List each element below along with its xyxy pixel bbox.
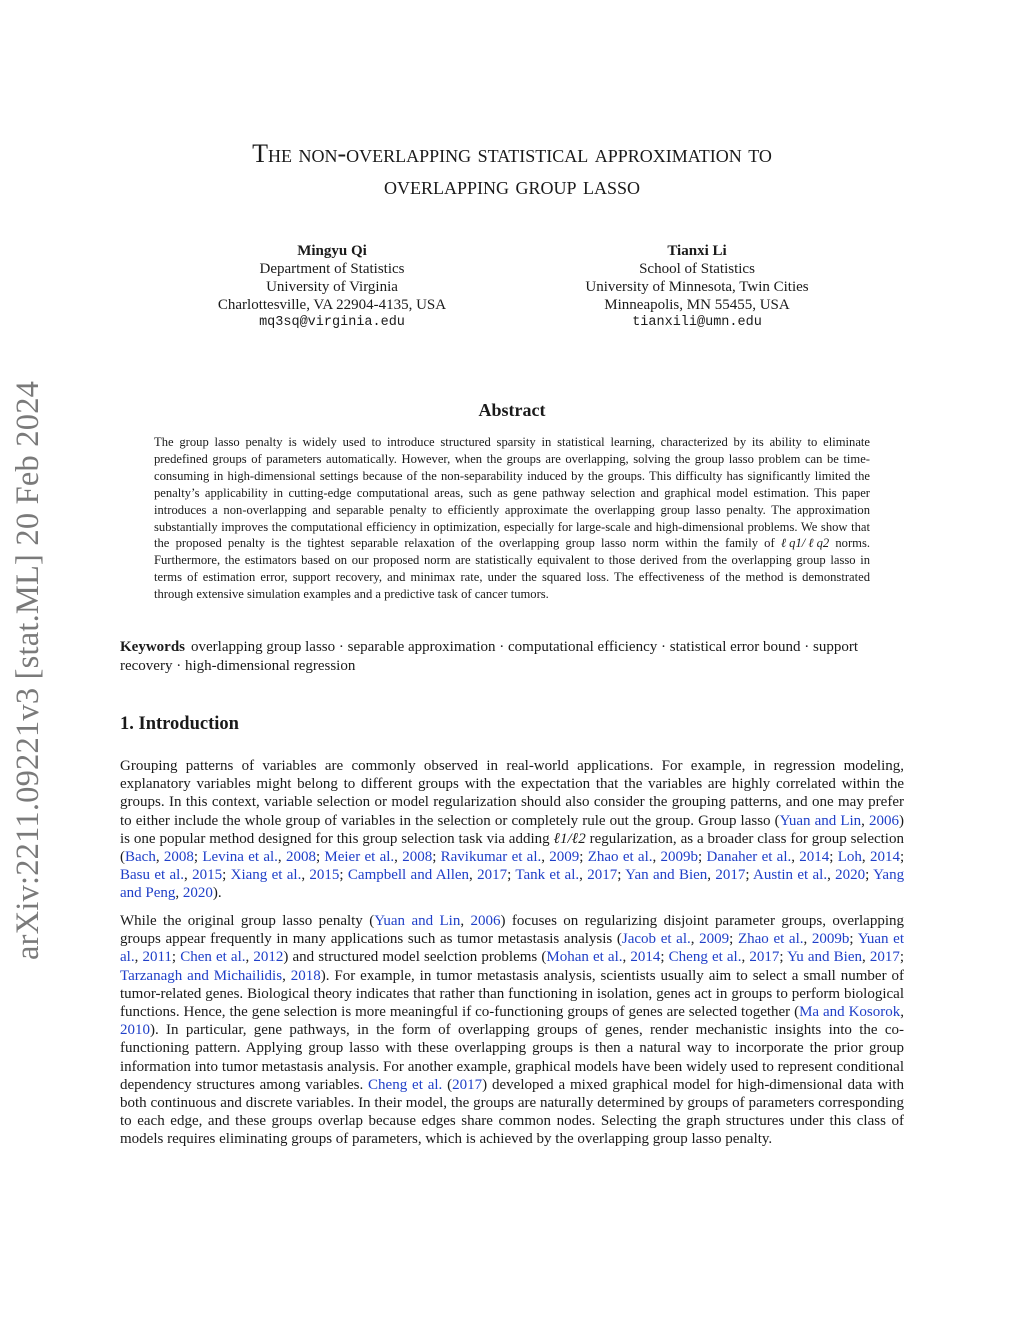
keywords-label: Keywords [120,639,185,655]
citation-link[interactable]: Austin et al. [753,867,828,884]
author-block-1 [192,242,472,332]
citation-link[interactable]: Campbell and Allen [347,867,470,884]
citation-link[interactable]: Zhao et al. [737,931,804,948]
citation-link[interactable]: Loh [837,849,862,866]
citation-link[interactable]: 2012 [253,949,284,966]
text-run: , [301,867,310,884]
citation-link[interactable]: 2015 [309,867,340,884]
citation-link[interactable]: 2008 [402,849,433,866]
text-run: ; [779,949,788,966]
text-run: ; [829,849,838,866]
text-run: ). [212,885,222,902]
section-heading: 1. Introduction [120,714,239,734]
text-run: , [175,885,183,902]
text-run: , [803,931,812,948]
title-line-2: overlapping group lasso [383,171,641,200]
text-run: , [460,913,471,929]
citation-link[interactable]: Xiang et al. [230,867,302,884]
citation-link[interactable]: 2015 [192,867,223,884]
abstract-heading: Abstract [478,400,546,420]
text-run: , [541,849,550,866]
text-run: ) is one popular method designed for this group selection task via adding [120,812,904,847]
text-run: , [469,867,478,884]
citation-link[interactable]: Bach [125,849,156,866]
citation-link[interactable]: 2011 [142,949,172,966]
text-run: ; [339,867,348,884]
citation-link[interactable]: Levina et al. [202,849,278,866]
text-run: ; [660,949,669,966]
citation-link[interactable]: 2009 [549,849,580,866]
citation-link[interactable]: Yuan et al. [120,931,904,966]
arxiv-identifier: arXiv:2211.09221v3 [stat.ML] 20 Feb 2024 [10,380,46,960]
citation-link[interactable]: 2017 [869,949,900,966]
text-run: ) focuses on regularizing disjoint parameter groups, overlapping groups appear frequently in many applications such as tumor metastasis analysis ( [120,913,904,948]
text-run: , [741,949,750,966]
text-run: , [134,949,143,966]
text-run: ; [849,931,858,948]
citation-link[interactable]: 2017 [477,867,508,884]
abstract-text-part: The group lasso penalty is widely used to introduce structured sparsity in statistical learning, characterized by its ability to eliminate predefined groups of parameters automatically. However, when the groups are overlapping, solving the group lasso problem can be time-consuming in high-dimensional settings because of the non-separability induced by the groups. This difficulty has significantly limited the penalty’s applicability in cutting-edge computational areas, such as gene pathway selection and graphical model estimation. This paper introduces a non-overlapping and separable penalty to efficiently approximate the overlapping group lasso penalty. The approximation substantially improves the computational efficiency in optimization, especially for large-scale and high-dimensional problems. We show that the proposed penalty is the tightest separable relaxation of the overlapping group lasso norm within the family of [154,435,870,551]
author-department: Department of Statistics [259,261,405,277]
citation-link[interactable]: Danaher et al. [706,849,792,866]
text-run: ). For example, in tumor metastasis analysis, scientists usually aim to select a small number of tumor-related genes. Biological theory indicates that rather than functioning in isolation, genes act in groups to perform biological functions. Hence, the gene selection is more meaningful if co-functioning groups of genes are selected together ( [120,967,904,1021]
text-run: ). In particular, gene pathways, in the form of overlapping groups of genes, render mechanistic insights into the co-functioning pattern. Applying group lasso with these overlapping groups is then a natural way to incorporate the prior group information into tumor metastasis analysis. For another example, graphical models have been widely used to represent conditional dependency structures among variables. [120,1022,904,1093]
citation-link[interactable]: 2020 [182,885,213,902]
citation-link[interactable]: 2009b [811,931,850,948]
citation-link[interactable]: 2014 [630,949,661,966]
text-run: , [791,849,800,866]
author-block-2 [552,242,842,332]
author-address: Minneapolis, MN 55455, USA [604,297,790,313]
text-run: , [184,867,193,884]
citation-link[interactable]: 2006 [869,812,899,829]
citation-link[interactable]: Basu et al. [120,867,185,884]
title-line-1: The non-overlapping statistical approximation to [252,139,772,168]
citation-link[interactable]: Cheng et al. [668,949,742,966]
abstract-text [154,434,870,603]
citation-link[interactable]: Tarzanagh and Michailidis [120,967,283,984]
author-email[interactable]: tianxili@umn.edu [632,315,762,330]
text-run: ; [579,849,588,866]
intro-paragraph-2 [120,912,904,1149]
text-run: ; [899,949,905,966]
text-run: , [861,849,870,866]
citation-link[interactable]: Yang and Peng [120,867,905,902]
citation-link[interactable]: Zhao et al. [587,849,653,866]
author-name: Tianxi Li [667,243,727,259]
text-run: , [579,867,588,884]
math-expression: ℓq1/ℓq2 [780,536,830,551]
author-email[interactable]: mq3sq@virginia.edu [259,315,405,330]
text-run: ; [698,849,707,866]
author-university: University of Minnesota, Twin Cities [585,279,809,295]
keywords-block [120,638,904,675]
citation-link[interactable]: Meier et al. [324,849,395,866]
citation-link[interactable]: Yuan and Lin [374,913,461,929]
citation-link[interactable]: 2017 [715,867,746,884]
text-run: , [277,849,286,866]
abstract-text-part: norms. Furthermore, the estimators based on our proposed norm are statistically equivalent to those derived from the overlapping group lasso in terms of estimation error, support recovery, and minimax rate, under the squared loss. The effectiveness of the method is demonstrated through extensive simulation examples and a predictive task of cancer tumors. [154,536,870,602]
citation-link[interactable]: 2017 [587,867,618,884]
citation-link[interactable]: 2017 [452,1076,483,1093]
author-university: University of Virginia [266,279,398,295]
citation-link[interactable]: 2010 [120,1022,150,1039]
text-run: ; [432,849,441,866]
keywords-list: overlapping group lasso · separable approximation · computational efficiency · statistical error bound · support recovery · high-dimensional regression [120,639,859,674]
text-run: ; [222,867,231,884]
text-run: , [900,1004,904,1021]
text-run: While the original group lasso penalty ( [120,913,375,929]
citation-link[interactable]: 2006 [470,913,501,929]
citation-link[interactable]: Chen et al. [180,949,246,966]
text-run: ; [745,867,754,884]
citation-link[interactable]: Tank et al. [515,867,580,884]
citation-link[interactable]: 2009 [699,931,730,948]
text-run: ; [617,867,626,884]
text-run: ) and structured model seelction problems ( [283,949,547,966]
citation-link[interactable]: 2014 [869,849,900,866]
text-run: ( [442,1076,453,1093]
citation-link[interactable]: Yan and Bien [625,867,708,884]
text-run: ; [507,867,516,884]
text-run: regularization, as a broader class for group selection ( [120,830,904,866]
text-run: , [245,949,254,966]
citation-link[interactable]: 2014 [799,849,830,866]
text-run: ; [315,849,325,866]
citation-link[interactable]: 2018 [290,967,321,984]
citation-link[interactable]: Cheng et al. [368,1076,443,1093]
citation-link[interactable]: Ma and Kosorok [799,1004,901,1021]
citation-link[interactable]: 2017 [749,949,780,966]
citation-link[interactable]: 2009b [660,849,699,866]
text-run: ; [729,931,738,948]
text-run: , [690,931,700,948]
text-run: , [862,949,870,966]
text-run: , [622,949,631,966]
text-run: ; [899,849,905,866]
citation-link[interactable]: Jacob et al. [621,931,691,948]
text-run: , [282,967,291,984]
intro-paragraph-1 [120,757,904,903]
text-run: , [861,812,869,829]
citation-link[interactable]: Mohan et al. [546,949,623,966]
author-name: Mingyu Qi [297,243,367,259]
author-address: Charlottesville, VA 22904-4135, USA [217,297,447,313]
text-run: ) developed a mixed graphical model for high-dimensional data with both continuous and discrete variables. In their model, the groups are naturally determined by groups of parameters corresponding to each edge, and these groups overlap because edges share common nodes. Selecting the graph structures under this class of models requires eliminating groups of parameters, which is achieved by the overlapping group lasso penalty. [120,1076,904,1148]
text-run: , [707,867,716,884]
citation-link[interactable]: 2008 [285,849,316,866]
citation-link[interactable]: Yu and Bien [787,949,862,966]
text-run: , [394,849,403,866]
citation-link[interactable]: 2008 [163,849,194,866]
text-run: , [827,867,836,884]
author-department: School of Statistics [639,261,755,277]
citation-link[interactable]: Ravikumar et al. [440,849,542,866]
text-run: ; [193,849,203,866]
text-run: , [155,849,164,866]
text-run: , [652,849,661,866]
citation-link[interactable]: 2020 [835,867,866,884]
citation-link[interactable]: Yuan and Lin [779,812,862,829]
text-run: ; [171,949,181,966]
math-expression: ℓ1/ℓ2 [553,830,586,847]
paper-title [120,138,904,202]
text-run: ; [865,867,874,884]
text-run: Grouping patterns of variables are commonly observed in real-world applications. For example, in regression modeling, explanatory variables might belong to different groups with the expectation that the variables are highly correlated within the groups. In this context, variable selection or model regularization should also consider the grouping patterns, and one may prefer to either include the whole group of variables in the selection or completely rule out the group. Group lasso ( [120,758,904,829]
